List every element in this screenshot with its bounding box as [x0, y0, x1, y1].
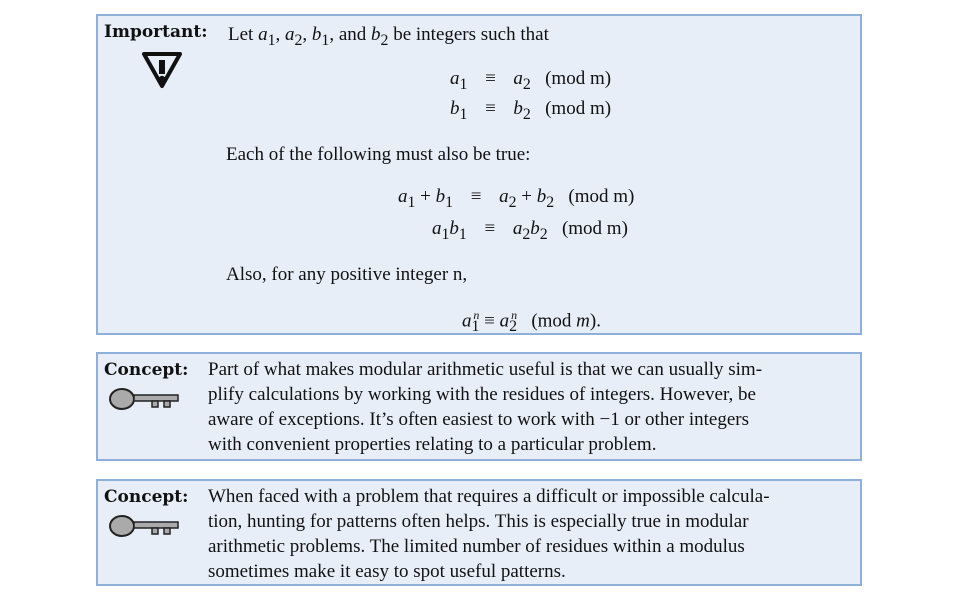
each-following: Each of the following must also be true: — [226, 144, 531, 165]
also-line: Also, for any positive integer n, — [226, 264, 468, 285]
concept1-line-3: aware of exceptions. It’s often easiest to work with −1 or other integers — [208, 409, 749, 430]
concept2-line-4: sometimes make it easy to spot useful patterns. — [208, 561, 566, 582]
concept-box-1 — [96, 352, 862, 461]
concept2-line-1: When faced with a problem that requires a difficult or impossible calcula- — [208, 486, 770, 507]
mod-sum: (mod m) — [568, 186, 635, 207]
mod-b: (mod m) — [545, 98, 612, 119]
concept2-text — [208, 484, 858, 584]
concept1-line-2: plify calculations by working with the residues of integers. However, be — [208, 384, 756, 405]
concept2-line-3: arithmetic problems. The limited number of residues within a modulus — [208, 536, 745, 557]
sum-congruence: $a_1 + b_1 \equiv a_2 + b_2$ (mod m) — [398, 186, 635, 211]
congruence-a: $a_1 \equiv a_2$ (mod m) — [450, 68, 612, 93]
mod-product: (mod m) — [561, 218, 628, 239]
concept1-line-4: with convenient properties relating to a particular problem. — [208, 434, 657, 455]
concept-box-2 — [96, 479, 862, 586]
intro-line: Let $a_1$, $a_2$, $b_1$, and $b_2$ be integers such that — [228, 24, 549, 49]
intro-prefix: Let — [228, 24, 259, 45]
concept-label-2: Concept: — [104, 487, 189, 507]
concept1-line-1: Part of what makes modular arithmetic useful is that we can usually sim- — [208, 359, 763, 380]
power-congruence: $a_1^n \equiv a_2^n$ (mod m). — [462, 308, 601, 336]
intro-suffix: be integers such that — [388, 24, 549, 45]
warning-triangle-icon — [140, 50, 184, 90]
concept1-text — [208, 357, 858, 457]
product-congruence: $a_1b_1 \equiv a_2b_2$ (mod m) — [432, 218, 628, 243]
important-box — [96, 14, 862, 335]
congruence-b: $b_1 \equiv b_2$ (mod m) — [450, 98, 612, 123]
important-label: Important: — [104, 22, 208, 42]
key-icon — [108, 386, 182, 412]
key-icon — [108, 513, 182, 539]
mod-a: (mod m) — [545, 68, 612, 89]
concept-label-1: Concept: — [104, 360, 189, 380]
concept2-line-2: tion, hunting for patterns often helps. This is especially true in modular — [208, 511, 749, 532]
